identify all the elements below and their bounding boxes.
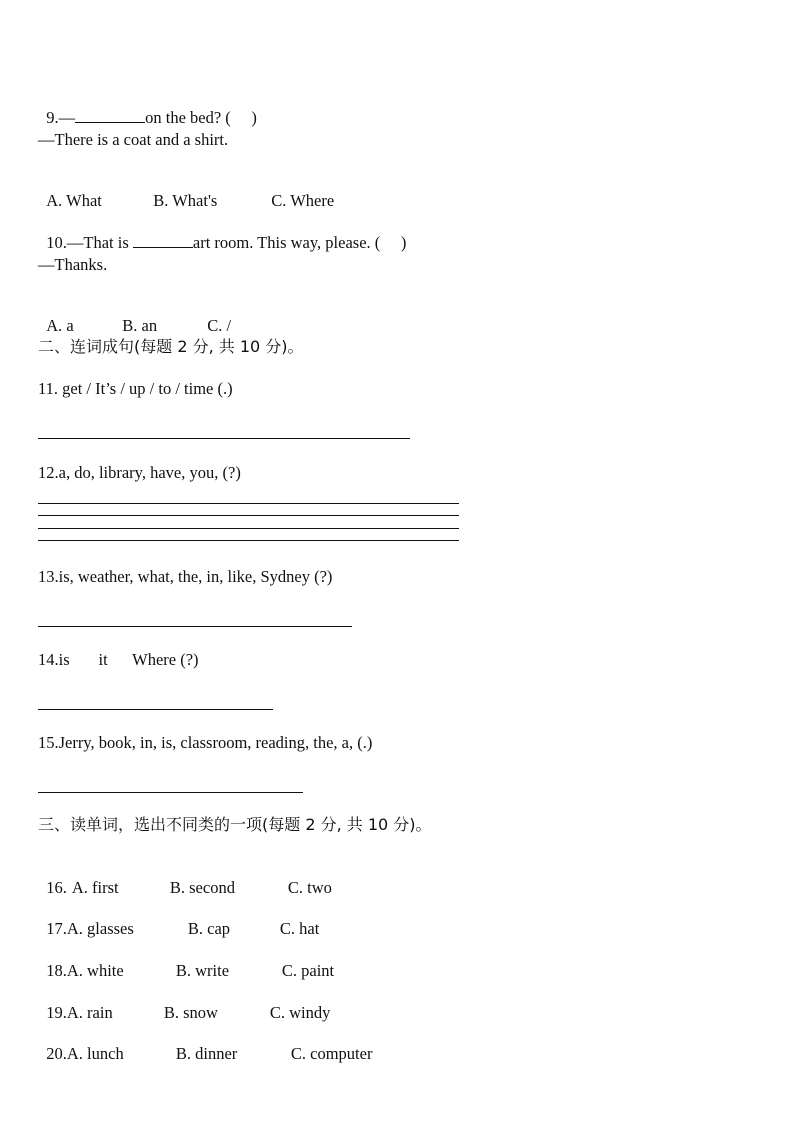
- answer-line[interactable]: [38, 792, 303, 793]
- question-14: 14.is it Where (?): [38, 650, 199, 669]
- question-20: [38, 1024, 372, 1064]
- option-a[interactable]: A. glasses: [66, 919, 134, 938]
- question-number: 20.: [46, 1044, 67, 1063]
- question-17: [38, 899, 319, 939]
- option-c[interactable]: C. two: [287, 878, 332, 897]
- question-number: 18.: [46, 961, 67, 980]
- question-text: —That is: [66, 233, 133, 252]
- answer-line[interactable]: [38, 626, 352, 627]
- question-12: 12.a, do, library, have, you, (?): [38, 463, 241, 482]
- option-b[interactable]: B. dinner: [175, 1044, 238, 1063]
- answer-line[interactable]: [38, 540, 459, 541]
- option-c[interactable]: C. Where: [271, 191, 335, 210]
- answer-line[interactable]: [38, 515, 459, 516]
- question-10-options: [38, 296, 231, 336]
- question-9-answer: —There is a coat and a shirt.: [38, 130, 229, 149]
- answer-line[interactable]: [38, 528, 459, 529]
- option-c[interactable]: C. windy: [269, 1003, 331, 1022]
- option-a[interactable]: A. white: [66, 961, 124, 980]
- question-number: 16.: [46, 878, 67, 897]
- answer-line[interactable]: [38, 709, 273, 710]
- option-b[interactable]: B. write: [175, 961, 230, 980]
- answer-line[interactable]: [38, 438, 410, 439]
- option-b[interactable]: B. What's: [153, 191, 218, 210]
- option-c[interactable]: C. /: [207, 316, 232, 335]
- option-b[interactable]: B. an: [122, 316, 158, 335]
- option-a[interactable]: A. lunch: [66, 1044, 124, 1063]
- answer-line[interactable]: [38, 503, 459, 504]
- option-a[interactable]: A. a: [46, 316, 74, 335]
- question-9-stem: [38, 88, 257, 128]
- option-b[interactable]: B. second: [169, 878, 235, 897]
- question-10-answer: —Thanks.: [38, 255, 108, 274]
- option-c[interactable]: C. hat: [279, 919, 320, 938]
- question-15: 15.Jerry, book, in, is, classroom, reading, the, a, (.): [38, 733, 373, 752]
- answer-blank[interactable]: [133, 233, 193, 248]
- option-a[interactable]: A. first: [71, 878, 119, 897]
- option-a[interactable]: A. rain: [66, 1003, 113, 1022]
- section-3-heading: 三、读单词，选出不同类的一项(每题 2 分, 共 10 分)。: [38, 815, 432, 834]
- section-2-heading: 二、连词成句(每题 2 分, 共 10 分)。: [38, 337, 304, 356]
- option-c[interactable]: C. computer: [290, 1044, 373, 1063]
- option-b[interactable]: B. snow: [163, 1003, 218, 1022]
- question-number: 9.: [46, 108, 59, 127]
- question-9-options: [38, 171, 334, 211]
- answer-blank[interactable]: [75, 108, 145, 123]
- question-number: 17.: [46, 919, 67, 938]
- question-11: 11. get / It’s / up / to / time (.): [38, 379, 233, 398]
- question-10-stem: [38, 213, 406, 253]
- question-text: on the bed? ( ): [145, 108, 257, 127]
- dash: —: [58, 108, 76, 127]
- question-number: 19.: [46, 1003, 67, 1022]
- question-text: art room. This way, please. ( ): [192, 233, 407, 252]
- question-16: [38, 858, 332, 898]
- option-b[interactable]: B. cap: [187, 919, 231, 938]
- question-number: 10.: [46, 233, 67, 252]
- question-18: [38, 941, 334, 981]
- option-a[interactable]: A. What: [46, 191, 102, 210]
- question-13: 13.is, weather, what, the, in, like, Sydney (?): [38, 567, 333, 586]
- option-c[interactable]: C. paint: [281, 961, 335, 980]
- question-19: [38, 983, 330, 1023]
